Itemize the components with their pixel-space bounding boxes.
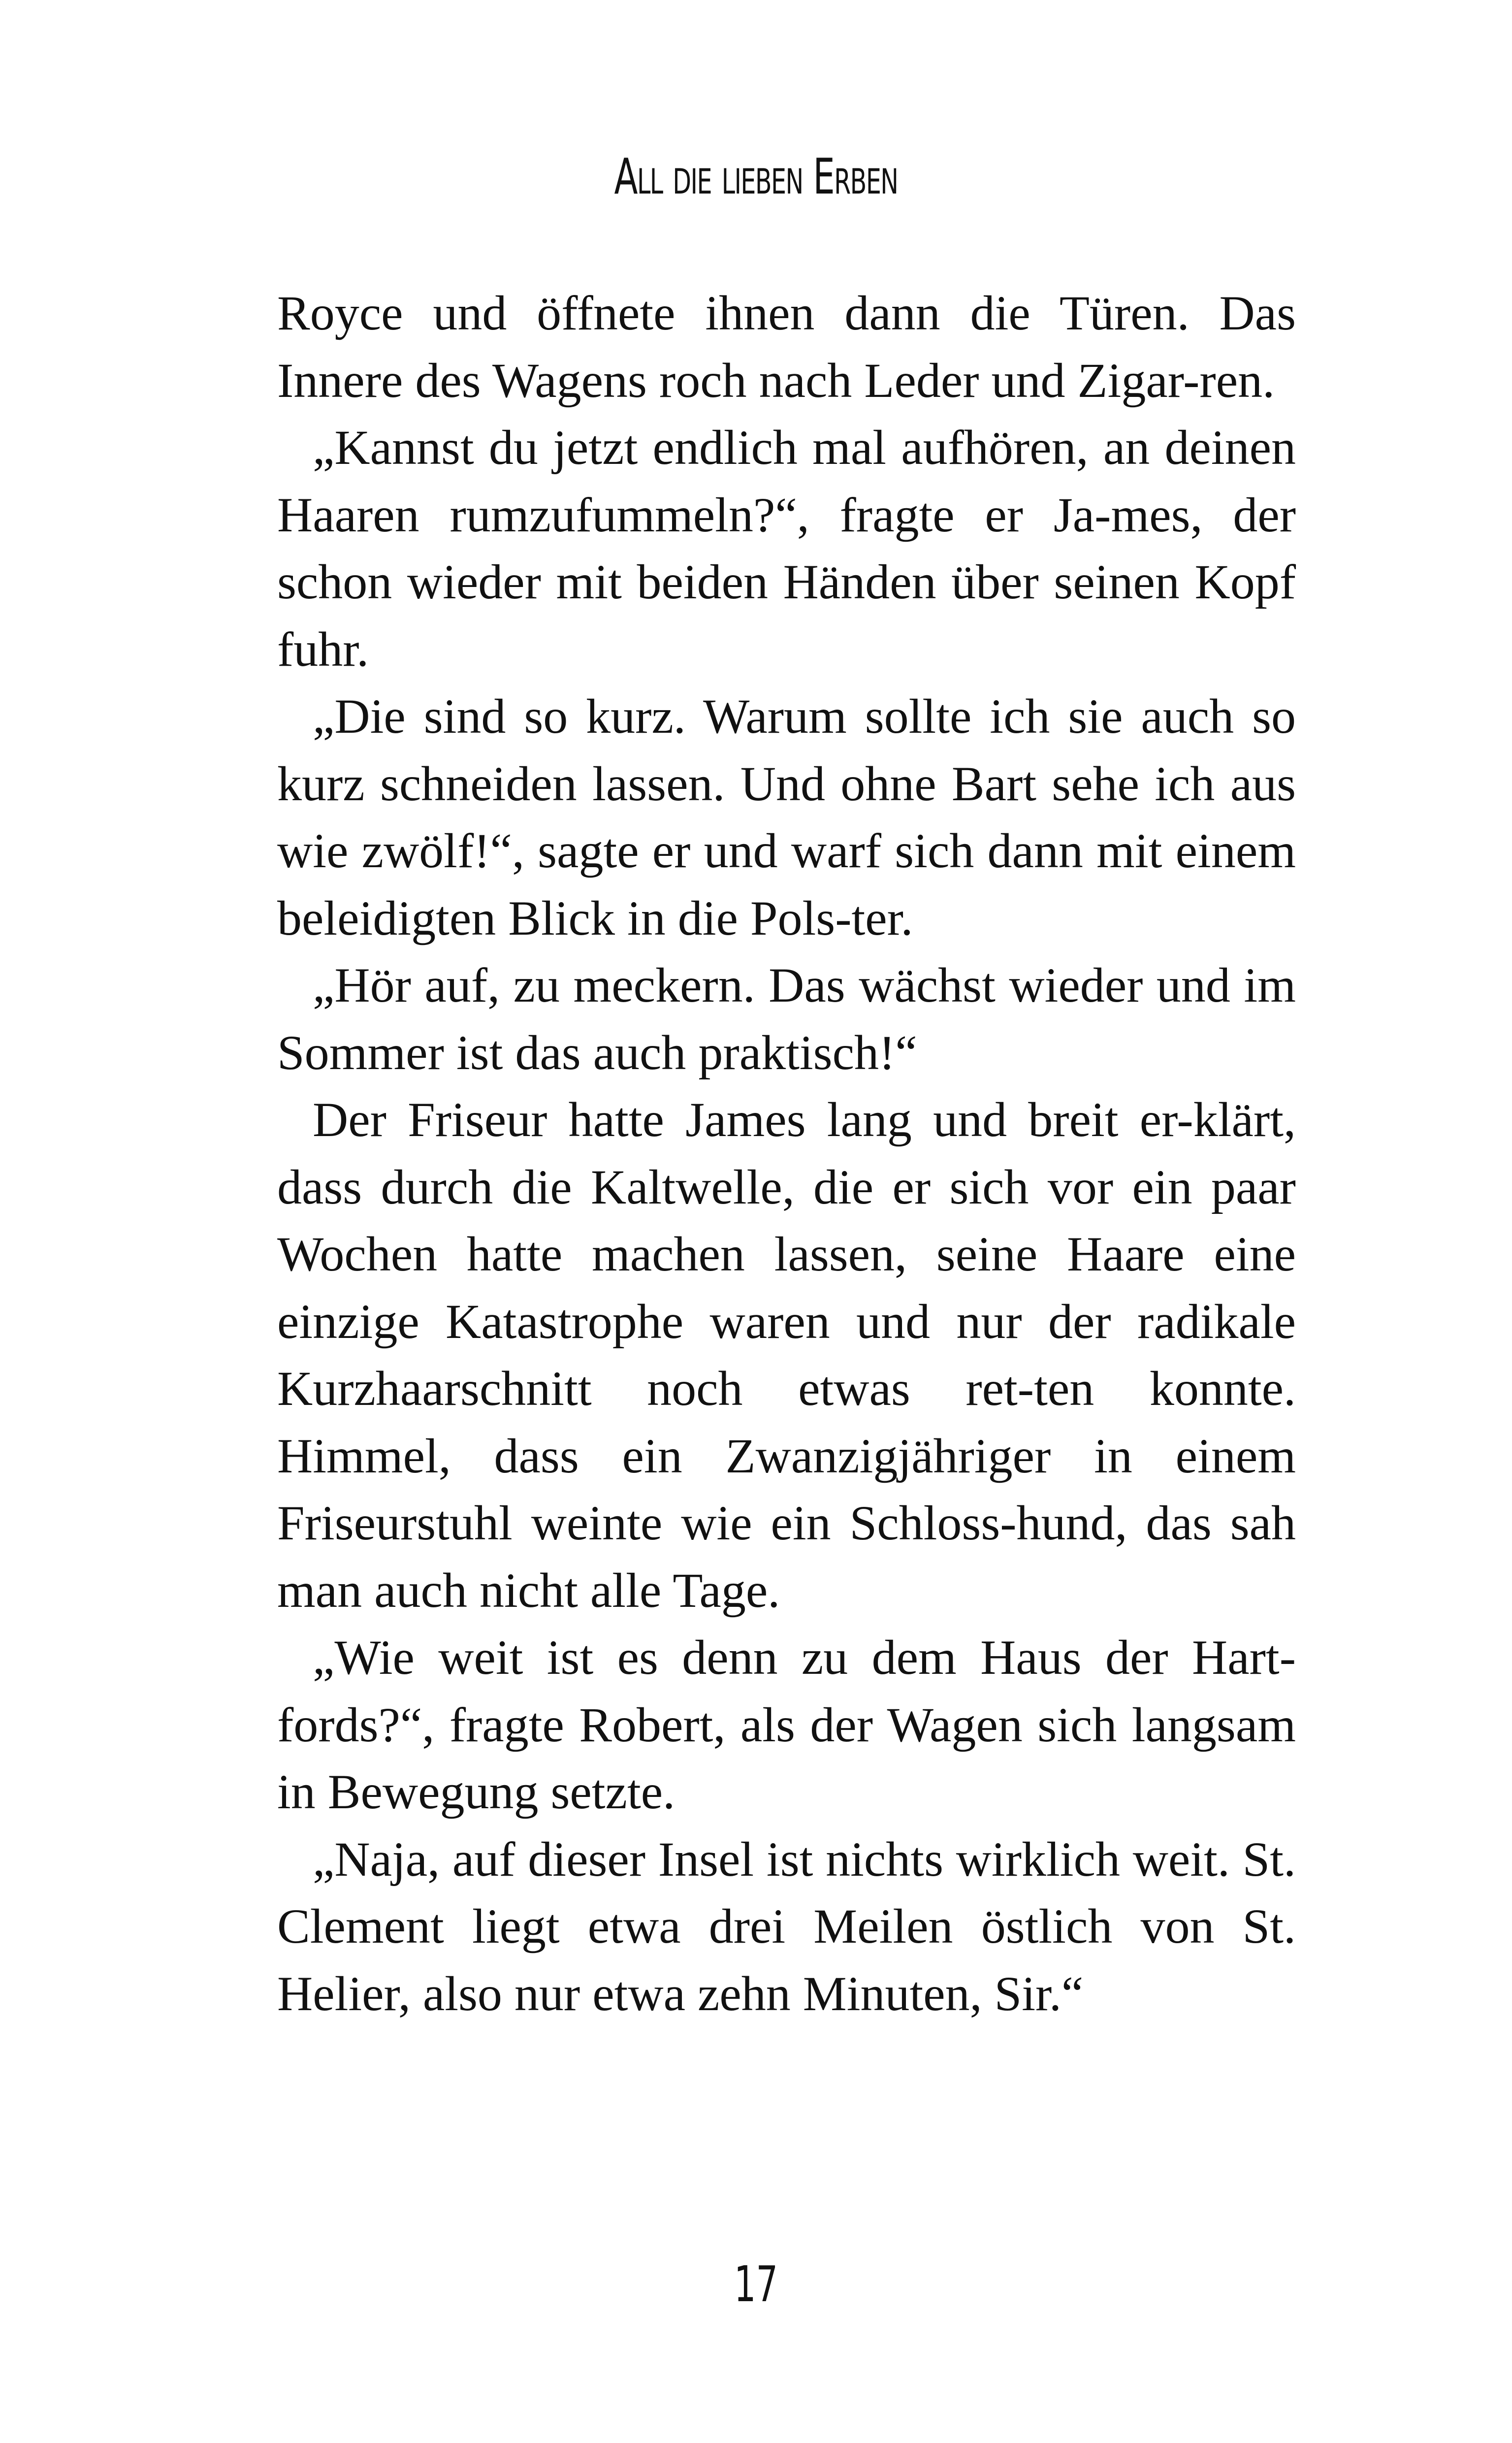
running-header: All die lieben Erben	[614, 148, 898, 205]
paragraph: „Die sind so kurz. Warum sollte ich sie auch so kurz schneiden lassen. Und ohne Bart sehe ich aus wie zwölf!“, sagte er und warf sich dann mit einem beleidigten Blick in die Pols-ter.	[277, 689, 1296, 945]
paragraph: „Kannst du jetzt endlich mal aufhören, an deinen Haaren rumzufummeln?“, fragte er Ja-mes, der schon wieder mit beiden Händen über seinen Kopf fuhr.	[277, 420, 1296, 677]
body-text	[277, 280, 1296, 2027]
page-number: 17	[734, 2255, 778, 2313]
paragraph: „Wie weit ist es denn zu dem Haus der Hart-fords?“, fragte Robert, als der Wagen sich langsam in Bewegung setzte.	[277, 1630, 1296, 1819]
paragraph: „Hör auf, zu meckern. Das wächst wieder und im Sommer ist das auch praktisch!“	[277, 958, 1296, 1080]
paragraph: Der Friseur hatte James lang und breit er-klärt, dass durch die Kaltwelle, die er sich vor ein paar Wochen hatte machen lassen, seine Haare eine einzige Katastrophe waren und nur der radikale Kurzhaarschnitt noch etwas ret-ten konnte. Himmel, dass ein Zwanzigjähriger in einem Friseurstuhl weinte wie ein Schloss-hund, das sah man auch nicht alle Tage.	[277, 1092, 1296, 1618]
paragraph: Royce und öffnete ihnen dann die Türen. Das Innere des Wagens roch nach Leder und Zigar-ren.	[277, 286, 1296, 408]
paragraph: „Naja, auf dieser Insel ist nichts wirklich weit. St. Clement liegt etwa drei Meilen östlich von St. Helier, also nur etwa zehn Minuten, Sir.“	[277, 1831, 1296, 2021]
